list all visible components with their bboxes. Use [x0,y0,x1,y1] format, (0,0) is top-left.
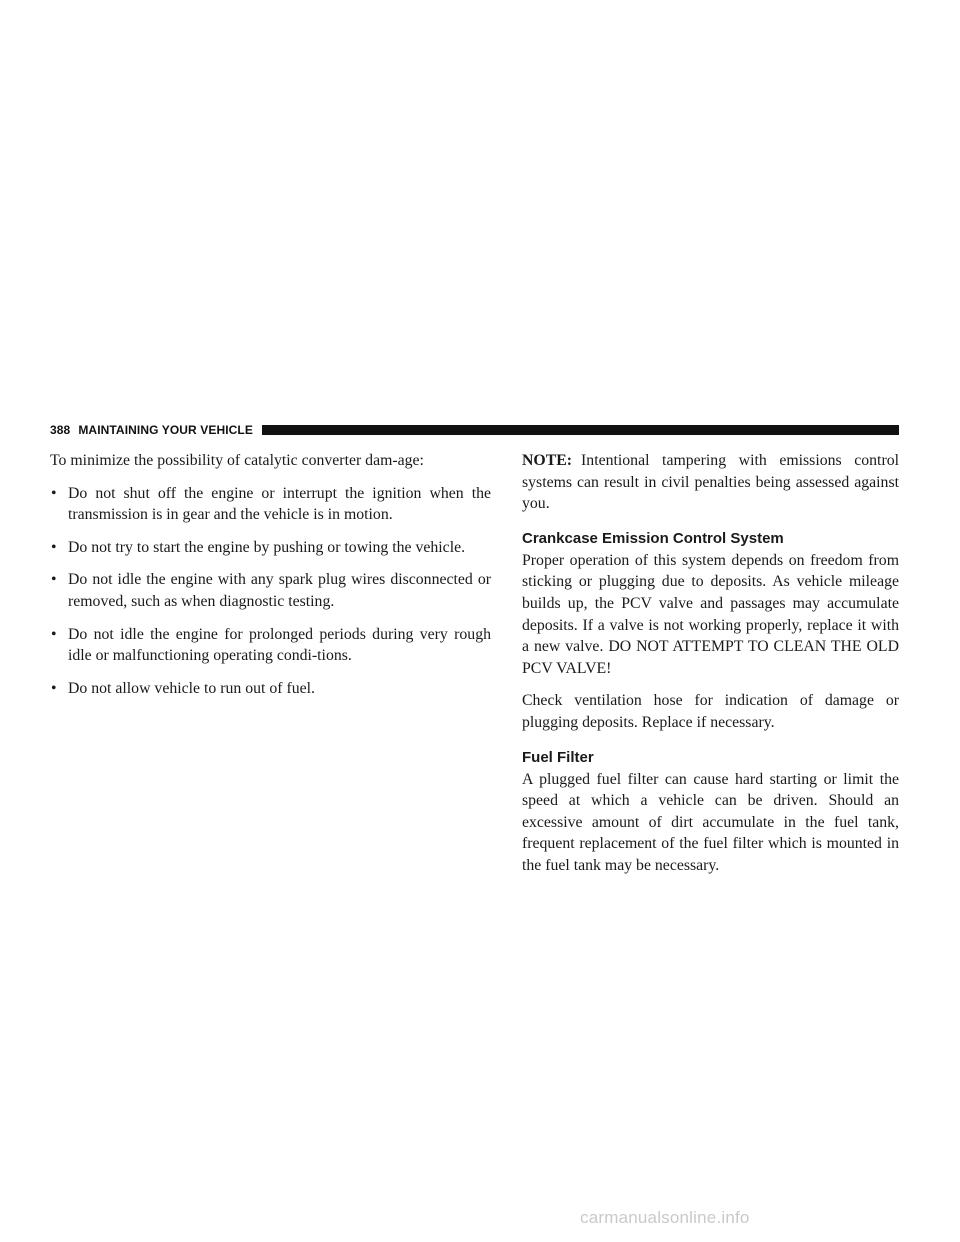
header-rule [262,425,899,435]
bullet-icon: • [51,484,57,502]
list-item [50,483,491,526]
list-item [50,537,491,559]
fuel-filter-paragraph: A plugged fuel filter can cause hard starting or limit the speed at which a vehicle can be driven. Should an excessive amount of dirt accumulate in the fuel tank, frequent replacement of the fuel filter which is mounted in the fuel tank may be necessary. [522,770,899,874]
bullet-icon: • [51,571,57,589]
note-text: Intentional tampering with emissions control systems can result in civil penalties being assessed against you. [522,452,899,513]
right-column [522,450,899,888]
note-paragraph [522,450,899,515]
list-item-text: Do not try to start the engine by pushing or towing the vehicle. [68,538,466,556]
watermark: carmanualsonline.info [580,1208,750,1227]
fuel-filter-heading: Fuel Filter [522,748,594,766]
bullet-icon: • [51,538,57,556]
list-item-text: Do not shut off the engine or interrupt the ignition when the transmission is in gear and the vehicle is in motion. [68,484,491,524]
list-item [50,569,491,612]
list-item [50,678,491,700]
list-item-text: Do not allow vehicle to run out of fuel. [68,679,315,697]
note-label: NOTE: [522,452,573,469]
bullet-icon: • [51,679,57,697]
intro-paragraph: To minimize the possibility of catalytic converter dam-age: [50,452,424,469]
precaution-list [50,483,491,700]
list-item-text: Do not idle the engine with any spark plug wires disconnected or removed, such as when diagnostic testing. [68,571,491,610]
crankcase-paragraph-2: Check ventilation hose for indication of damage or plugging deposits. Replace if necessary. [522,692,899,731]
page-number: 388 [50,423,71,437]
list-item-text: Do not idle the engine for prolonged periods during very rough idle or malfunctioning operating condi-tions. [68,625,491,665]
bullet-icon: • [51,625,57,643]
crankcase-heading: Crankcase Emission Control System [522,529,784,547]
list-item [50,624,491,667]
crankcase-paragraph-1: Proper operation of this system depends on freedom from sticking or plugging due to deposits. As vehicle mileage builds up, the PCV valve and passages may accumulate deposits. If a valve is not working properly, replace it with a new valve. DO NOT ATTEMPT TO CLEAN THE OLD PCV VALVE! [522,551,899,677]
section-title: MAINTAINING YOUR VEHICLE [78,423,253,437]
left-column [50,450,491,710]
page-header [50,420,899,440]
